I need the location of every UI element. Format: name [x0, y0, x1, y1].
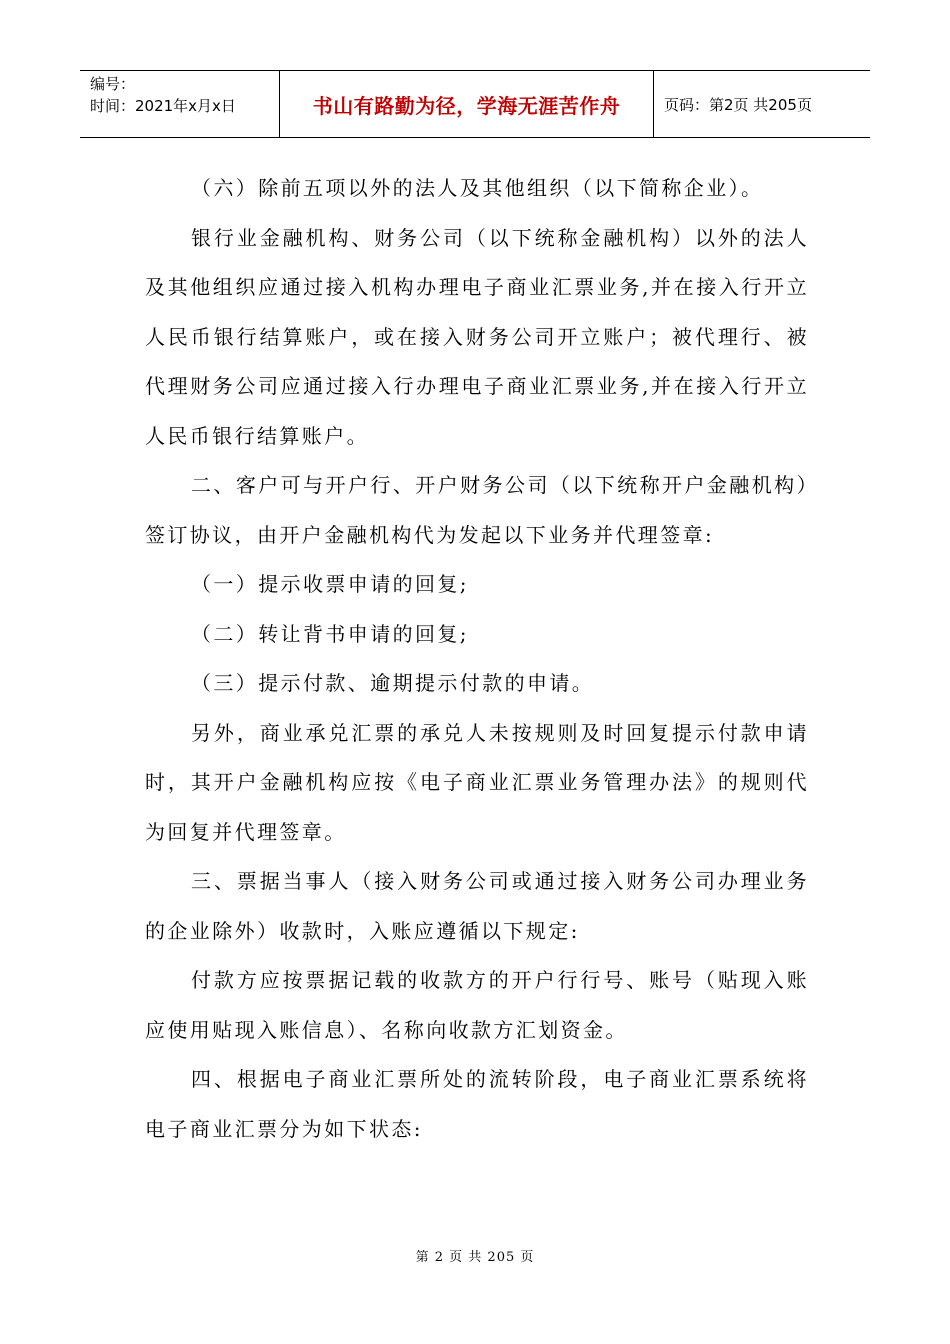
paragraph: （一）提示收票申请的回复; — [191, 572, 469, 596]
document-date: 时间：2021年x月x日 — [90, 97, 236, 115]
document-body — [145, 164, 809, 1154]
page-header — [80, 70, 870, 138]
paragraph: 三、票据当事人（接入财务公司或通过接入财务公司办理业务的企业除外）收款时，入账应遵循以下规定: — [145, 869, 809, 943]
paragraph: 四、根据电子商业汇票所处的流转阶段，电子商业汇票系统将电子商业汇票分为如下状态: — [145, 1067, 809, 1141]
paragraph: （二）转让背书申请的回复; — [191, 621, 469, 646]
paragraph: 另外，商业承兑汇票的承兑人未按规则及时回复提示付款申请时，其开户金融机构应按《电子商业汇票业务管理办法》的规则代为回复并代理签章。 — [145, 720, 809, 844]
paragraph: （三）提示付款、逾期提示付款的申请。 — [191, 671, 595, 695]
paragraph: 付款方应按票据记载的收款方的开户行行号、账号（贴现入账应使用贴现入账信息）、名称向收款方汇划资金。 — [145, 968, 809, 1042]
paragraph: （六）除前五项以外的法人及其他组织（以下简称企业）。 — [191, 176, 764, 200]
paragraph: 银行业金融机构、财务公司（以下统称金融机构）以外的法人及其他组织应通过接入机构办理电子商业汇票业务,并在接入行开立人民币银行结算账户，或在接入财务公司开立账户；被代理行、被代理财务公司应通过接入行办理电子商业汇票业务,并在接入行开立人民币银行结算账户。 — [145, 225, 809, 448]
header-meta — [80, 71, 280, 137]
header-motto: 书山有路勤为径，学海无涯苦作舟 — [280, 71, 654, 137]
document-number-label: 编号： — [90, 75, 136, 93]
page-footer: 第 2 页 共 205 页 — [415, 1250, 535, 1265]
paragraph: 二、客户可与开户行、开户财务公司（以下统称开户金融机构）签订协议，由开户金融机构代为发起以下业务并代理签章: — [145, 473, 809, 547]
header-page-info: 页码：第2页 共205页 — [664, 95, 812, 114]
